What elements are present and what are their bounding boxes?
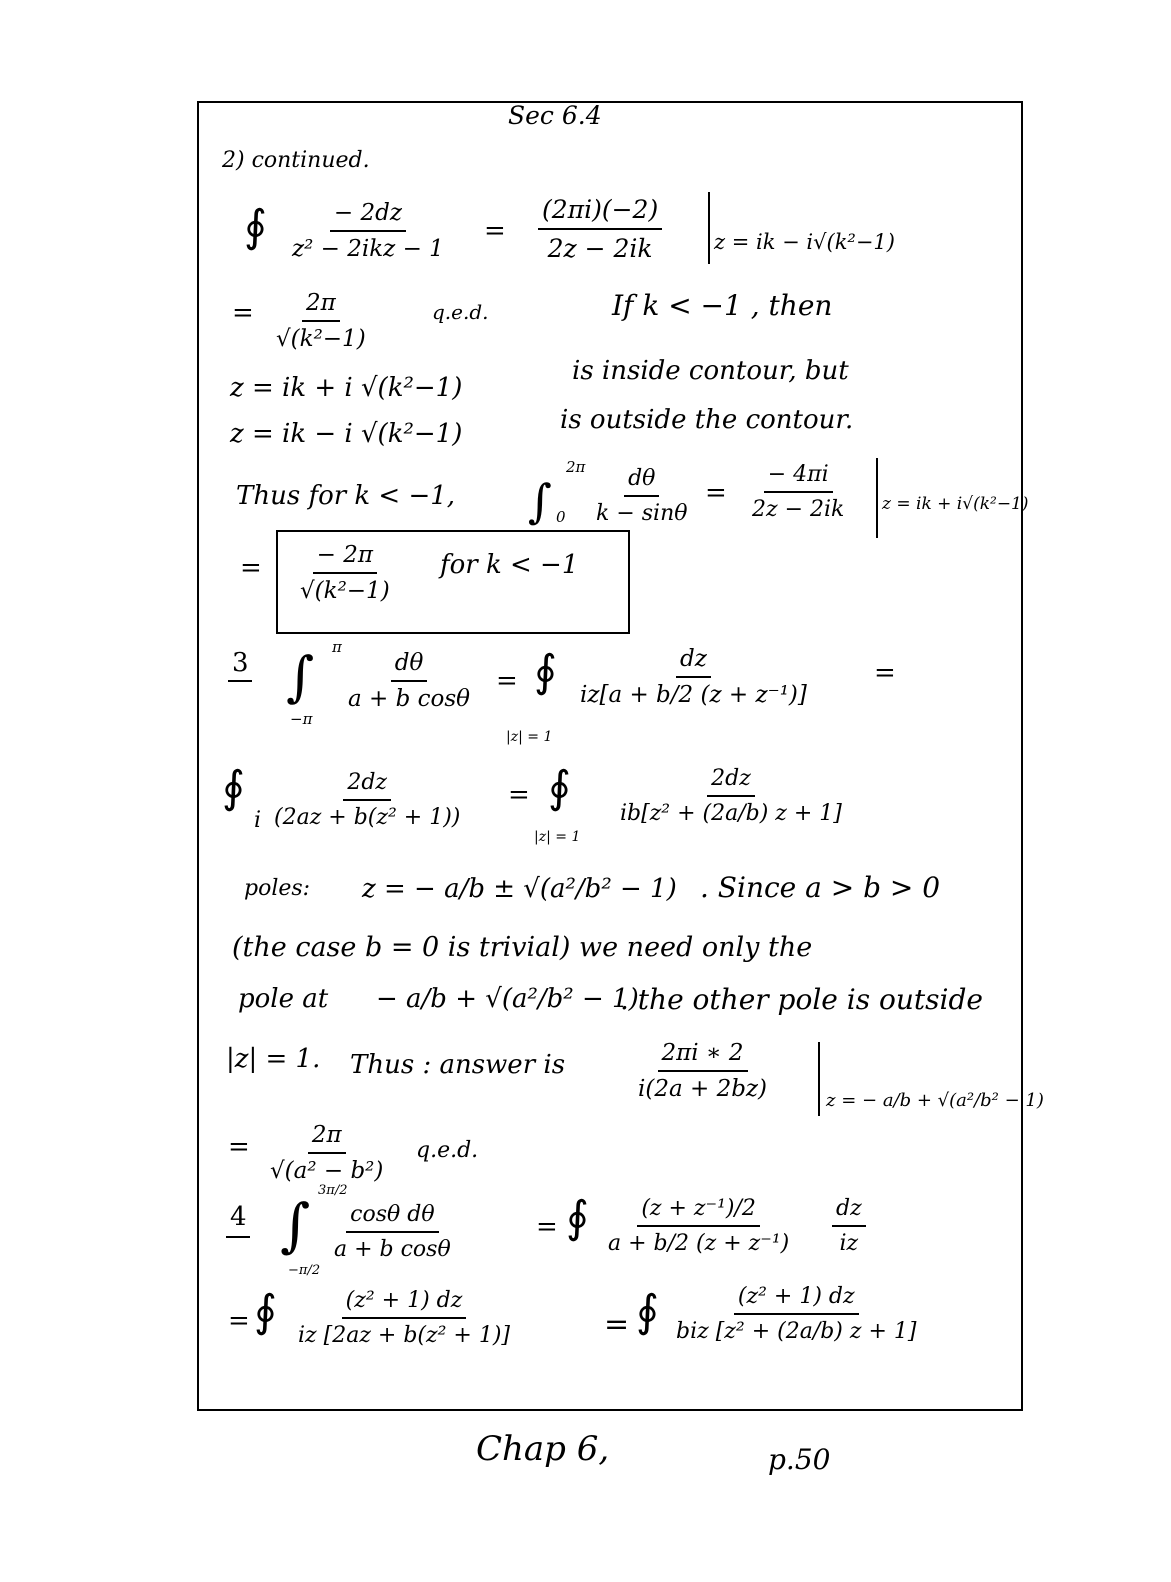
inside-text: is inside contour, but xyxy=(572,356,849,386)
eq1-lhs-num: − 2dz xyxy=(330,200,406,232)
equals-sign: = xyxy=(874,658,896,688)
eq1-eval: z = ik − i√(k²−1) xyxy=(714,230,895,254)
p3-answer-fraction xyxy=(634,1040,771,1102)
pole-at-text: pole at xyxy=(238,984,329,1014)
p3-line2-right-den: ib[z² + (2a/b) z + 1] xyxy=(620,801,842,826)
p3-final-num: 2π xyxy=(308,1122,346,1154)
equals-sign: = xyxy=(232,298,254,328)
contour-integral-sign: ∮ xyxy=(244,201,267,252)
int-den: k − sinθ xyxy=(596,501,688,526)
eq1-mid-num: (2πi)(−2) xyxy=(538,195,662,230)
other-pole-text: . the other pole is outside xyxy=(620,983,983,1016)
p3-line2-den: (2az + b(z² + 1)) xyxy=(274,805,461,830)
p4-line2-right-den: biz [z² + (2a/b) z + 1] xyxy=(676,1319,917,1344)
int-lower: 0 xyxy=(556,508,566,526)
eq1-lhs-fraction xyxy=(288,200,448,262)
equals-sign: = xyxy=(228,1306,250,1336)
unit-circle-text: |z| = 1. xyxy=(226,1044,321,1074)
label-underline xyxy=(228,680,252,682)
p3-final-den: √(a² − b²) xyxy=(270,1158,384,1184)
eq1-lhs-den: z² − 2ikz − 1 xyxy=(292,236,444,262)
thus-answer-text: Thus : answer is xyxy=(350,1050,566,1080)
p4-line2-fraction xyxy=(294,1288,514,1348)
p3-int-num: dθ xyxy=(391,650,428,682)
page-number: p.50 xyxy=(768,1443,831,1476)
equals-sign: = xyxy=(508,780,530,810)
p3-contour-num: dz xyxy=(676,646,711,678)
int-lower: −π xyxy=(290,710,313,728)
poles-label: poles: xyxy=(244,876,311,901)
boxed-num: − 2π xyxy=(313,542,377,574)
int-upper: 3π/2 xyxy=(318,1183,348,1198)
int-num: dθ xyxy=(624,466,659,497)
eval-bar xyxy=(818,1042,820,1116)
outside-pole: z = ik − i √(k²−1) xyxy=(230,419,463,449)
chapter-label: Chap 6, xyxy=(476,1429,610,1469)
label-underline xyxy=(226,1236,250,1238)
contour-subscript: |z| = 1 xyxy=(534,829,581,845)
int-eval: z = ik + i√(k²−1) xyxy=(882,494,1029,514)
int-res-num: − 4πi xyxy=(764,462,833,493)
continued-label: 2) continued. xyxy=(222,148,370,173)
poles-expression: z = − a/b ± √(a²/b² − 1) xyxy=(362,874,677,904)
eval-bar xyxy=(876,458,878,538)
eval-bar xyxy=(708,192,710,264)
contour-integral-sign: ∮ xyxy=(548,762,571,813)
int-fraction xyxy=(592,466,692,526)
int-upper: π xyxy=(332,638,342,656)
since-text: . Since a > b > 0 xyxy=(700,871,941,904)
p4-dz-num: dz xyxy=(832,1196,866,1227)
result-den: √(k²−1) xyxy=(276,326,366,352)
boxed-fraction xyxy=(296,542,394,604)
inside-pole: z = ik + i √(k²−1) xyxy=(230,373,463,403)
p4-rhs-fraction xyxy=(604,1196,793,1256)
p4-line2-den: iz [2az + b(z² + 1)] xyxy=(298,1323,510,1348)
p3-line2-right-num: 2dz xyxy=(707,766,755,797)
thus-text: Thus for k < −1, xyxy=(236,481,456,511)
contour-integral-sign: ∮ xyxy=(534,646,557,697)
p3-line2-num: 2dz xyxy=(343,770,391,801)
equals-sign: = xyxy=(240,553,262,583)
contour-integral-sign: ∮ xyxy=(566,1192,589,1243)
equals-sign: = xyxy=(496,666,518,696)
contour-integral-sign: ∮ xyxy=(254,1286,277,1337)
equals-sign: = xyxy=(228,1132,250,1162)
contour-integral-sign: ∮ xyxy=(222,762,245,813)
integral-sign: ∫ xyxy=(280,1191,311,1259)
p4-int-den: a + b cosθ xyxy=(334,1237,451,1262)
p3-contour-fraction xyxy=(576,646,811,708)
equals-sign: = xyxy=(604,1307,630,1342)
outside-text: is outside the contour. xyxy=(560,405,854,435)
int-upper: 2π xyxy=(566,458,586,476)
contour-subscript: |z| = 1 xyxy=(506,729,553,745)
boxed-condition: for k < −1 xyxy=(440,550,579,580)
trivial-text: (the case b = 0 is trivial) we need only the xyxy=(232,932,813,963)
p3-int-den: a + b cosθ xyxy=(348,686,471,712)
int-result-fraction xyxy=(748,462,848,522)
contour-integral-sign: ∮ xyxy=(636,1286,659,1337)
p4-int-fraction xyxy=(330,1202,455,1262)
p4-int-num: cosθ dθ xyxy=(346,1202,438,1233)
p3-int-fraction xyxy=(344,650,474,712)
p3-line2-right-fraction xyxy=(616,766,846,826)
p4-line2-num: (z² + 1) dz xyxy=(342,1288,467,1319)
line2-i: i xyxy=(254,808,262,833)
equals-sign: = xyxy=(484,216,506,246)
qed: q.e.d. xyxy=(416,1138,479,1163)
p4-dz-den: iz xyxy=(839,1231,859,1256)
p3-final-fraction xyxy=(266,1122,387,1184)
p3-answer-num: 2πi ∗ 2 xyxy=(658,1040,748,1072)
problem-4-label: 4 xyxy=(230,1202,247,1232)
p4-line2-right-fraction xyxy=(672,1284,920,1344)
eq1-mid-den: 2z − 2ik xyxy=(547,234,653,263)
p3-contour-den: iz[a + b/2 (z + z⁻¹)] xyxy=(580,682,807,708)
p3-line2-fraction xyxy=(270,770,464,830)
section-header: Sec 6.4 xyxy=(508,101,602,130)
problem-3-label: 3 xyxy=(232,648,249,678)
equals-sign: = xyxy=(705,478,727,508)
integral-sign: ∫ xyxy=(528,474,552,528)
answer-eval: z = − a/b + √(a²/b² − 1) xyxy=(826,1090,1044,1111)
equals-sign: = xyxy=(536,1212,558,1242)
p4-rhs-num: (z + z⁻¹)/2 xyxy=(637,1196,760,1227)
p4-rhs-den: a + b/2 (z + z⁻¹) xyxy=(608,1231,790,1256)
int-res-den: 2z − 2ik xyxy=(752,497,845,522)
boxed-den: √(k²−1) xyxy=(300,578,390,604)
if-condition: If k < −1 , then xyxy=(612,289,833,322)
qed: q.e.d. xyxy=(432,300,489,324)
p3-answer-den: i(2a + 2bz) xyxy=(638,1076,768,1102)
pole-expression: − a/b + √(a²/b² − 1) xyxy=(376,984,639,1014)
result-fraction xyxy=(272,290,370,352)
p4-line2-right-num: (z² + 1) dz xyxy=(734,1284,859,1315)
integral-sign: ∫ xyxy=(286,645,315,708)
int-lower: −π/2 xyxy=(288,1263,321,1278)
eq1-mid-fraction xyxy=(538,195,662,263)
result-num: 2π xyxy=(302,290,340,322)
p4-dz-fraction xyxy=(832,1196,866,1256)
